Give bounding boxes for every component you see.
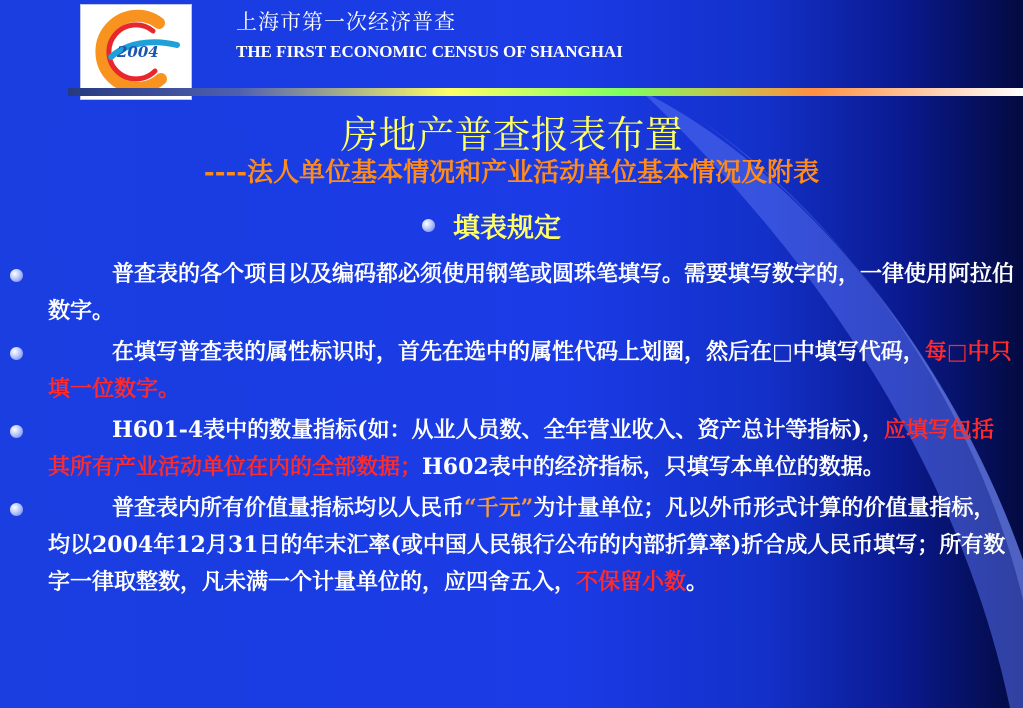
item-text: 普查表内所有价值量指标均以人民币 — [112, 495, 465, 521]
list-item — [10, 490, 1015, 601]
bullet-icon — [10, 503, 23, 516]
list-item — [10, 256, 1015, 330]
header-title-cn: 上海市第一次经济普查 — [236, 10, 456, 34]
section-heading-text: 填表规定 — [453, 213, 561, 244]
slide-title: 房地产普查报表布置 — [340, 113, 683, 157]
item-emphasis: 不保留小数 — [576, 569, 687, 595]
census-2004-logo — [80, 4, 192, 100]
header-title-en: THE FIRST ECONOMIC CENSUS OF SHANGHAI — [236, 42, 623, 61]
logo-year-text: 2004 — [117, 43, 159, 61]
item-emphasis: 应填写包括其所有产业活动单位在内的全部数据； — [48, 417, 994, 480]
bullet-icon — [10, 347, 23, 360]
rules-list — [10, 256, 1015, 605]
item-emphasis-unit: “千元” — [464, 495, 534, 521]
list-item — [10, 412, 1015, 486]
item-text: H602表中的经济指标，只填写本单位的数据。 — [422, 454, 885, 480]
item-emphasis: 每□中只填一位数字。 — [48, 339, 1012, 402]
bullet-icon — [10, 425, 23, 438]
item-text: 普查表的各个项目以及编码都必须使用钢笔或圆珠笔填写。需要填写数字的，一律使用阿拉伯数字。 — [48, 261, 1015, 324]
bullet-icon — [10, 269, 23, 282]
item-text: 为计量单位；凡以外币形式计算的价值量指标，均以2004年12月31日的年末汇率(或中国人民银行公布的内部折算率)折合成人民币填写；所有数字一律取整数，凡未满一个计量单位的，应四舍五入， — [48, 495, 1006, 595]
item-text-end: 。 — [686, 569, 709, 595]
section-heading — [422, 206, 561, 245]
census-logo-icon — [81, 5, 191, 99]
item-text: H601-4表中的数量指标(如：从业人员数、全年营业收入、资产总计等指标)， — [112, 417, 884, 443]
header-divider — [68, 88, 1023, 96]
slide-subtitle: ----法人单位基本情况和产业活动单位基本情况及附表 — [203, 158, 820, 188]
item-text: 在填写普查表的属性标识时，首先在选中的属性代码上划圈，然后在□中填写代码， — [112, 339, 925, 365]
list-item — [10, 334, 1015, 408]
bullet-icon — [422, 219, 435, 232]
